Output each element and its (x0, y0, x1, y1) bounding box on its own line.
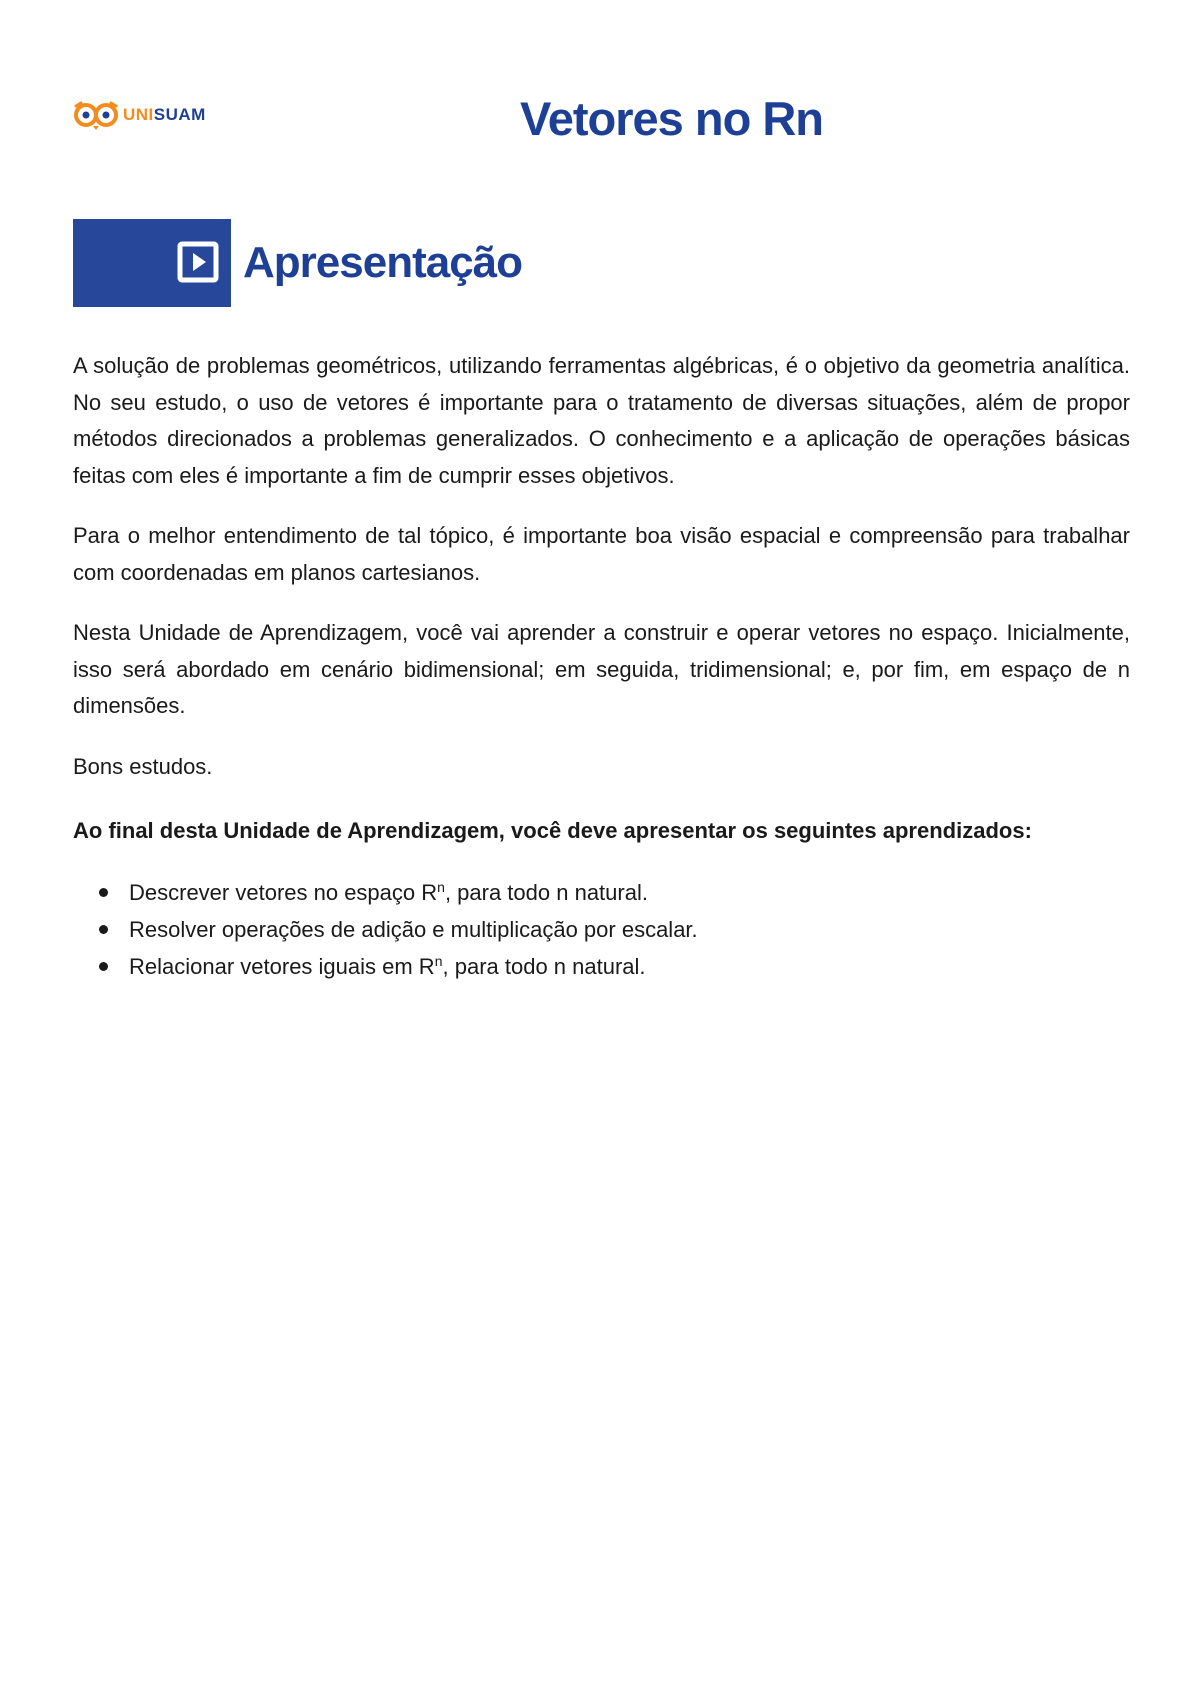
objective-superscript: n (437, 878, 445, 895)
objective-item (129, 948, 1130, 985)
logo-text-uni: UNI (123, 105, 154, 124)
paragraph-closing: Bons estudos. (73, 753, 213, 779)
paragraph-unit-overview: Nesta Unidade de Aprendizagem, você vai aprender a construir e operar vetores no espaço. Inicialmente, isso será abordado em cenário bidimensional; em seguida, tridimensional; e, por fim, em espaço de n dimensões. (73, 620, 1130, 718)
play-icon (177, 241, 219, 283)
bullet-icon (99, 925, 108, 934)
section-title: Apresentação (243, 238, 523, 287)
section-header (73, 219, 522, 307)
document-body (73, 348, 1130, 985)
logo-text-suam: SUAM (153, 105, 206, 124)
objective-item (129, 874, 1130, 911)
bullet-icon (99, 962, 108, 971)
objective-item (129, 911, 1130, 948)
objective-text-end: , para todo n natural. (444, 879, 648, 905)
objectives-list (73, 874, 1130, 985)
objective-text: Relacionar vetores iguais em R (129, 953, 435, 979)
paragraph-intro: A solução de problemas geométricos, utilizando ferramentas algébricas, é o objetivo da geometria analítica. No seu estudo, o uso de vetores é importante para o tratamento de diversas situações, além de propor métodos direcionados a problemas generalizados. O conhecimento e a aplicação de operações básicas feitas com eles é importante a fim de cumprir esses objetivos. (73, 353, 1130, 488)
objectives-heading: Ao final desta Unidade de Aprendizagem, você deve apresentar os seguintes aprendizados: (73, 818, 1032, 843)
objective-text-end: , para todo n natural. (442, 953, 646, 979)
bullet-icon (99, 888, 108, 897)
section-band (73, 219, 231, 307)
paragraph-prerequisites: Para o melhor entendimento de tal tópico, é importante boa visão espacial e compreensão para trabalhar com coordenadas em planos cartesianos. (73, 523, 1130, 585)
objective-text: Descrever vetores no espaço R (129, 879, 438, 905)
objective-text: Resolver operações de adição e multiplicação por escalar. (129, 916, 698, 942)
document-title: Vetores no Rn (520, 92, 824, 145)
objective-superscript: n (434, 952, 443, 969)
